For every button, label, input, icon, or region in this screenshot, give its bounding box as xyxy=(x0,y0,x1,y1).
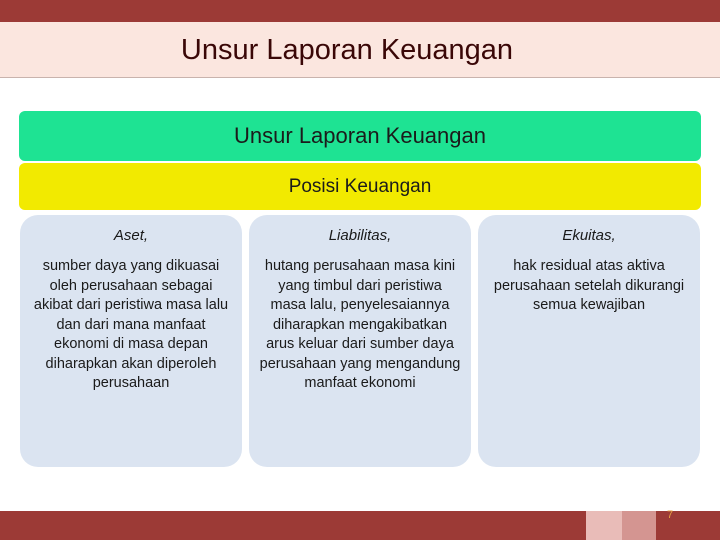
card-ekuitas xyxy=(478,215,700,467)
top-accent-bar xyxy=(0,0,720,22)
footer-block-medium xyxy=(622,511,656,540)
footer-block-light xyxy=(586,511,622,540)
card-title: Ekuitas, xyxy=(562,227,616,244)
title-band xyxy=(0,22,720,78)
top-banner: Unsur Laporan Keuangan xyxy=(19,111,701,161)
card-aset xyxy=(20,215,242,467)
page-number: 7 xyxy=(666,509,674,521)
sub-banner: Posisi Keuangan xyxy=(19,163,701,210)
card-description: hutang perusahaan masa kini yang timbul dari peristiwa masa lalu, penyelesaiannya diharapkan mengakibatkan arus keluar dari sumber daya perusahaan yang mengandung manfaat ekonomi xyxy=(259,258,461,391)
card-title: Aset, xyxy=(113,227,149,244)
card-description: hak residual atas aktiva perusahaan setelah dikurangi semua kewajiban xyxy=(493,258,685,313)
card-description: sumber daya yang dikuasai oleh perusahaan sebagai akibat dari peristiwa masa lalu dan dari mana manfaat ekonomi di masa depan diharapkan akan diperoleh perusahaan xyxy=(33,258,229,391)
slide-title: Unsur Laporan Keuangan xyxy=(180,33,514,66)
card-liabilitas xyxy=(249,215,471,467)
bottom-accent-bar xyxy=(0,511,586,540)
card-title: Liabilitas, xyxy=(328,227,392,244)
